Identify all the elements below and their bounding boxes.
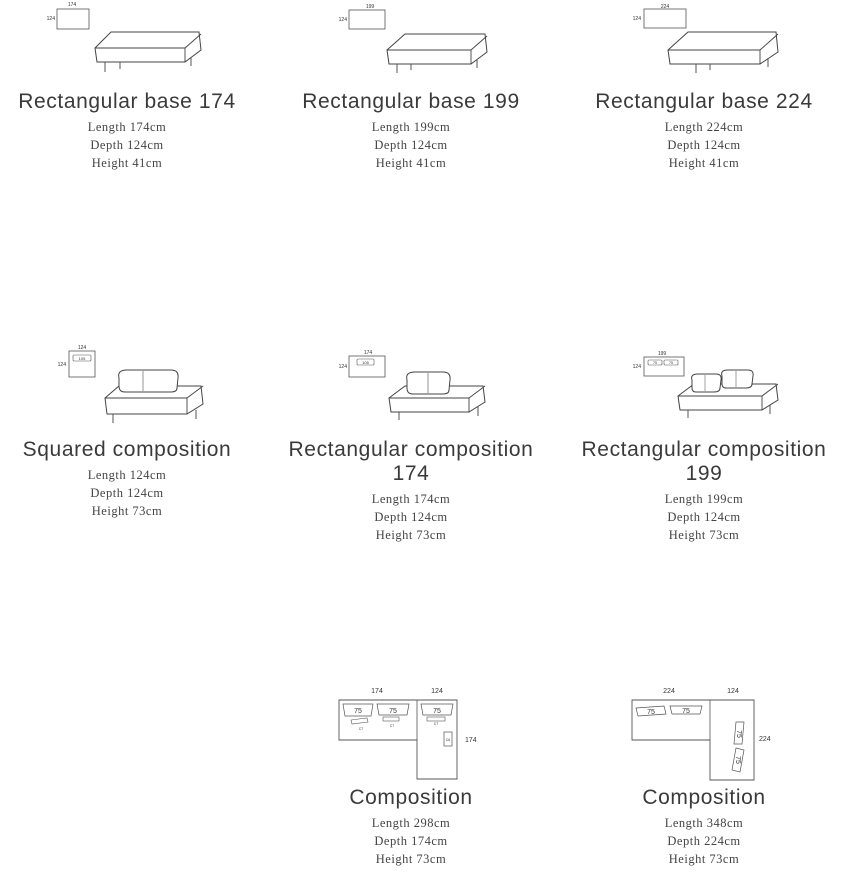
plan-length-label: 224 (660, 4, 670, 10)
spec-depth: Depth 174cm (374, 834, 448, 848)
product-specs (0, 466, 267, 520)
product-specs (271, 814, 551, 868)
product-rectangular-base-224[interactable] (564, 0, 842, 172)
plan-cushion-label: 75 (653, 361, 657, 365)
spec-height: Height 73cm (668, 852, 740, 866)
spec-length: Length 298cm (371, 816, 451, 830)
product-drawing (271, 340, 551, 434)
product-title (271, 438, 551, 486)
plan-cushion-label: 105 (362, 360, 369, 365)
spec-depth: Depth 124cm (667, 138, 741, 152)
spec-length: Length 199cm (371, 120, 451, 134)
product-specs (564, 118, 842, 172)
product-title-line1: Rectangular composition (288, 438, 534, 461)
plan-cushion-label: 75 (354, 708, 362, 715)
plan-length-label: 224 (663, 688, 675, 695)
back-cushion (722, 370, 754, 388)
plan-cushion-label: 75 (735, 730, 742, 738)
plan-outline (57, 9, 89, 29)
plan-depth-label: 124 (632, 364, 641, 370)
plan-small-label: C7 (358, 727, 364, 731)
back-cushion (119, 370, 178, 392)
product-drawing (0, 340, 267, 434)
plan-length-label: 174 (67, 2, 77, 8)
spec-height: Height 73cm (375, 852, 447, 866)
spec-length: Length 174cm (87, 120, 167, 134)
plan-cushion-label: 75 (734, 756, 741, 764)
plan-cushion-label: 75 (389, 708, 397, 715)
plan-cushion-label: 75 (669, 361, 673, 365)
product-title-line2: 199 (685, 462, 723, 485)
spec-height: Height 73cm (668, 528, 740, 542)
product-rectangular-base-174[interactable] (0, 0, 267, 172)
product-title: Composition (349, 786, 473, 809)
plan-depth-label: 124 (338, 364, 347, 370)
product-specs (271, 118, 551, 172)
product-specs (564, 814, 842, 868)
product-rectangular-composition-174[interactable] (271, 340, 551, 544)
spec-height: Height 41cm (375, 156, 447, 170)
spec-depth: Depth 124cm (374, 510, 448, 524)
product-title: Rectangular base 199 (302, 90, 520, 113)
product-drawing (564, 340, 842, 434)
product-title: Composition (642, 786, 766, 809)
spec-height: Height 41cm (668, 156, 740, 170)
spec-length: Length 199cm (664, 492, 744, 506)
plan-depth-label: 224 (759, 736, 771, 743)
plan-depth-label: 124 (632, 16, 641, 22)
plan-cushion-label: 75 (647, 709, 655, 716)
spec-length: Length 348cm (664, 816, 744, 830)
product-specs (564, 490, 842, 544)
plan-depth-label: 124 (46, 16, 55, 22)
spec-height: Height 73cm (375, 528, 447, 542)
product-drawing (271, 0, 551, 86)
spec-height: Height 41cm (91, 156, 163, 170)
plan-depth-label: 124 (57, 362, 66, 368)
base-body (668, 32, 778, 64)
product-title: Squared composition (22, 438, 232, 461)
product-composition-348[interactable] (564, 684, 842, 868)
product-title-line2: 174 (392, 462, 430, 485)
spec-depth: Depth 224cm (667, 834, 741, 848)
plan-length-label: 124 (77, 345, 87, 351)
spec-depth: Depth 124cm (374, 138, 448, 152)
product-drawing (271, 684, 551, 784)
plan-small-label: C7 (433, 722, 439, 726)
product-composition-298[interactable] (271, 684, 551, 868)
plan-depth-label: 174 (465, 737, 477, 744)
plan-length-label: 174 (363, 350, 373, 356)
product-rectangular-base-199[interactable] (271, 0, 551, 172)
plan-length-label: 199 (365, 4, 375, 10)
spec-height: Height 73cm (91, 504, 163, 518)
spec-length: Length 224cm (664, 120, 744, 134)
plan-length-label: 124 (727, 688, 739, 695)
product-squared-composition[interactable] (0, 340, 267, 520)
spec-length: Length 174cm (371, 492, 451, 506)
product-drawing (564, 0, 842, 86)
product-title: Rectangular base 174 (18, 90, 236, 113)
plan-length-label: 124 (431, 688, 443, 695)
back-cushion (692, 374, 722, 392)
plan-depth-label: 124 (338, 17, 347, 23)
product-rectangular-composition-199[interactable] (564, 340, 842, 544)
product-title-line1: Rectangular composition (581, 438, 827, 461)
plan-length-label: 199 (657, 351, 667, 357)
back-cushion (407, 372, 450, 394)
spec-depth: Depth 124cm (667, 510, 741, 524)
plan-cushion-label: 75 (433, 708, 441, 715)
plan-cushion-label: 75 (682, 708, 690, 715)
product-specs (0, 118, 267, 172)
spec-depth: Depth 124cm (90, 138, 164, 152)
product-title: Rectangular base 224 (595, 90, 813, 113)
spec-length: Length 124cm (87, 468, 167, 482)
plan-small-label: C6 (445, 738, 451, 742)
product-drawing (564, 684, 842, 784)
plan-length-label: 174 (371, 688, 383, 695)
product-drawing (0, 0, 267, 86)
plan-cushion-label: 105 (78, 356, 86, 361)
product-specs (271, 490, 551, 544)
product-title (564, 438, 842, 486)
spec-depth: Depth 124cm (90, 486, 164, 500)
plan-small-label: C7 (389, 724, 395, 728)
